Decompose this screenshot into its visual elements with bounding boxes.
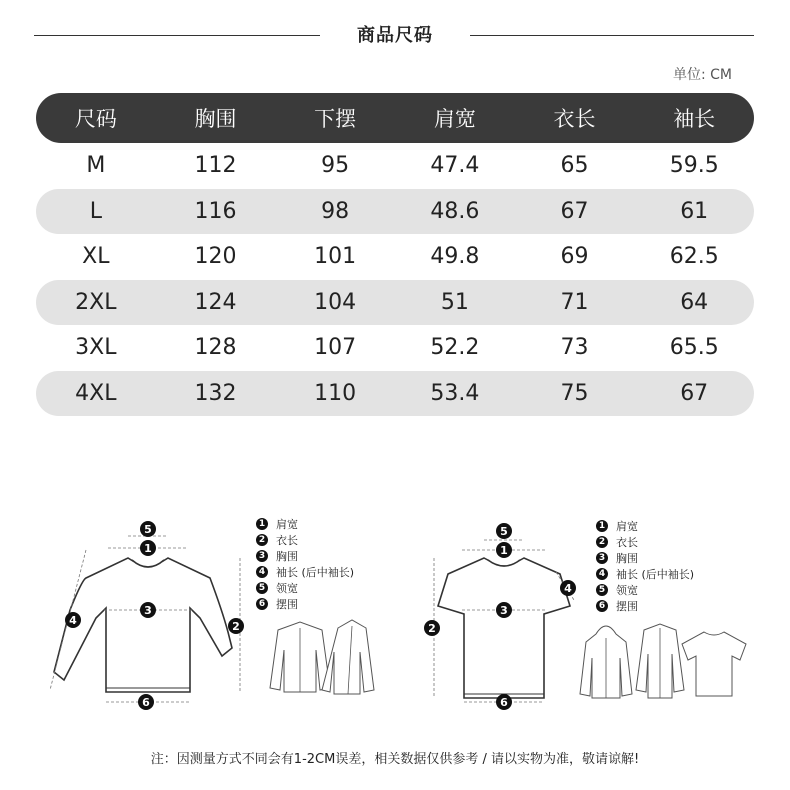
tshirt-marker-2: [424, 620, 440, 636]
sweater-marker-6: [138, 694, 154, 710]
title-divider-left: [34, 35, 320, 36]
legend-item: [256, 564, 354, 580]
legend-item: [256, 516, 354, 532]
table-cell: 59.5: [669, 153, 719, 179]
table-row: [36, 371, 754, 417]
svg-text:2: 2: [232, 620, 240, 633]
tshirt-marker-3: [496, 602, 512, 618]
table-cell: 65.5: [669, 335, 719, 361]
table-cell: 2XL: [75, 289, 117, 315]
legend-label: 肩宽: [276, 518, 298, 531]
legend-item: [256, 596, 354, 612]
legend-number: 1: [596, 520, 608, 532]
table-cell: 48.6: [430, 198, 480, 224]
table-cell: 62.5: [669, 244, 719, 270]
table-cell: 98: [321, 198, 350, 224]
table-cell: 110: [314, 380, 357, 406]
svg-text:3: 3: [500, 604, 508, 617]
table-row: [36, 143, 754, 189]
denim-jacket-sketch: [270, 622, 330, 692]
header-cell: 袖长: [673, 107, 716, 131]
legend-number: 5: [256, 582, 268, 594]
header-cell: 尺码: [74, 107, 117, 131]
header-cell: 胸围: [194, 107, 237, 131]
table-cell: L: [89, 198, 102, 224]
table-cell: 120: [194, 244, 237, 270]
sweater-outline: [54, 558, 232, 692]
legend-number: 2: [256, 534, 268, 546]
legend-label: 领宽: [276, 582, 298, 595]
table-cell: 65: [560, 153, 589, 179]
legend-label: 胸围: [276, 550, 298, 563]
header-cell: 下摆: [314, 107, 357, 131]
svg-text:3: 3: [144, 604, 152, 617]
table-cell: 124: [194, 289, 237, 315]
legend-label: 领宽: [616, 584, 638, 597]
legend-label: 袖长 (后中袖长): [276, 566, 355, 579]
section-title: [0, 22, 790, 50]
legend-label: 衣长: [616, 536, 638, 549]
sweater-marker-2: [228, 618, 244, 634]
legend-number: 1: [256, 518, 268, 530]
size-table: [36, 93, 754, 416]
legend-item: [256, 580, 354, 596]
legend-item: [596, 534, 694, 550]
table-cell: 64: [680, 289, 709, 315]
tshirt-marker-1: [496, 542, 512, 558]
sweater-marker-5: [140, 521, 156, 537]
tshirt-marker-4: [560, 580, 576, 596]
legend-label: 衣长: [276, 534, 298, 547]
legend-item: [256, 532, 354, 548]
table-row: [36, 280, 754, 326]
table-cell: 75: [560, 380, 589, 406]
legend-item: [596, 550, 694, 566]
table-cell: 52.2: [430, 335, 480, 361]
legend-label: 肩宽: [616, 520, 638, 533]
legend-item: [596, 582, 694, 598]
table-cell: 53.4: [430, 380, 480, 406]
legend-number: 6: [596, 600, 608, 612]
page-title: 商品尺码: [357, 25, 433, 46]
table-cell: 47.4: [430, 153, 480, 179]
unit-label: 单位: CM: [672, 67, 732, 83]
table-cell: M: [86, 153, 106, 179]
table-cell: 132: [194, 380, 237, 406]
table-cell: 116: [194, 198, 237, 224]
legend-label: 摆围: [276, 598, 298, 611]
svg-text:4: 4: [69, 614, 77, 627]
blazer-sketch: [322, 620, 374, 694]
sweater-marker-4: [65, 612, 81, 628]
legend-right: [596, 518, 694, 614]
legend-item: [256, 548, 354, 564]
table-cell: 128: [194, 335, 237, 361]
legend-number: 6: [256, 598, 268, 610]
tshirt-marker-5: [496, 523, 512, 539]
legend-item: [596, 598, 694, 614]
table-cell: 73: [560, 335, 589, 361]
hoodie-sketch: [580, 626, 632, 698]
table-cell: 101: [314, 244, 357, 270]
small-tshirt-sketch: [682, 632, 746, 696]
legend-number: 2: [596, 536, 608, 548]
tshirt-marker-6: [496, 694, 512, 710]
table-cell: 112: [194, 153, 237, 179]
legend-number: 4: [596, 568, 608, 580]
table-cell: 61: [680, 198, 709, 224]
header-cell: 肩宽: [433, 107, 476, 131]
footnote: 注：因测量方式不同会有1-2CM误差，相关数据仅供参考 / 请以实物为准，敬请谅解!: [150, 752, 640, 767]
svg-text:4: 4: [564, 582, 572, 595]
table-cell: 71: [560, 289, 589, 315]
table-cell: 49.8: [430, 244, 480, 270]
legend-number: 5: [596, 584, 608, 596]
sweater-marker-3: [140, 602, 156, 618]
legend-left: [256, 516, 354, 612]
table-cell: 4XL: [75, 380, 117, 406]
table-cell: 104: [314, 289, 357, 315]
legend-label: 摆围: [616, 600, 638, 613]
svg-text:5: 5: [144, 523, 152, 536]
table-cell: 67: [560, 198, 589, 224]
legend-number: 3: [596, 552, 608, 564]
table-row: [36, 325, 754, 371]
legend-item: [596, 566, 694, 582]
sweater-marker-1: [140, 540, 156, 556]
table-cell: 95: [321, 153, 350, 179]
legend-label: 袖长 (后中袖长): [616, 568, 695, 581]
svg-text:6: 6: [142, 696, 150, 709]
legend-number: 3: [256, 550, 268, 562]
svg-text:1: 1: [144, 542, 152, 555]
table-header: [36, 93, 754, 143]
table-row: [36, 234, 754, 280]
table-cell: 107: [314, 335, 357, 361]
table-cell: 3XL: [75, 335, 117, 361]
table-cell: XL: [82, 244, 110, 270]
svg-text:6: 6: [500, 696, 508, 709]
table-cell: 69: [560, 244, 589, 270]
title-divider-right: [470, 35, 754, 36]
measurement-diagram: [0, 510, 790, 730]
table-row: [36, 189, 754, 235]
svg-text:2: 2: [428, 622, 436, 635]
legend-label: 胸围: [616, 552, 638, 565]
tshirt-outline: [438, 558, 570, 698]
table-cell: 51: [440, 289, 469, 315]
svg-text:1: 1: [500, 544, 508, 557]
header-cell: 衣长: [553, 107, 596, 131]
legend-item: [596, 518, 694, 534]
table-cell: 67: [680, 380, 709, 406]
legend-number: 4: [256, 566, 268, 578]
cardigan-sketch: [636, 624, 684, 698]
svg-text:5: 5: [500, 525, 508, 538]
